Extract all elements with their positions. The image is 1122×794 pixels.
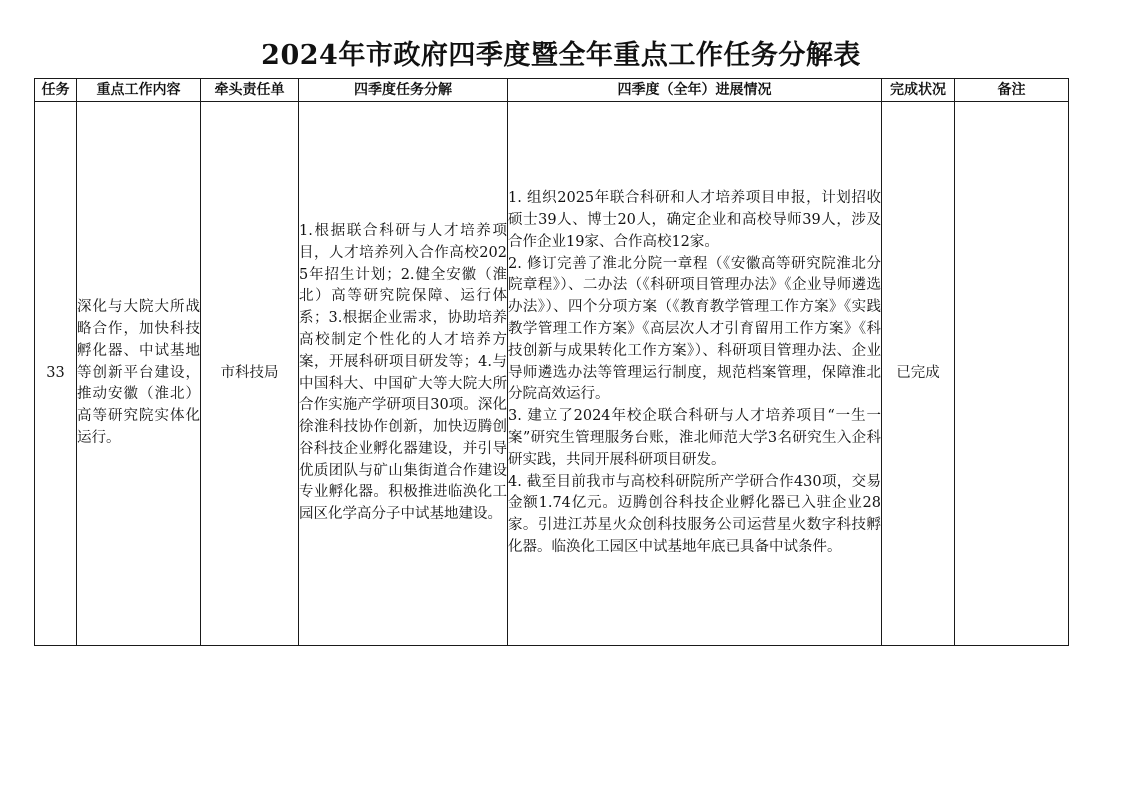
header-remarks: 备注 [955, 79, 1069, 102]
progress-cell [508, 102, 882, 646]
status-cell: 已完成 [882, 102, 955, 646]
table-body [35, 102, 1069, 646]
progress-item-1: 1. 组织2025年联合科研和人才培养项目申报，计划招收硕士39人、博士20人，确定企业和高校导师39人，涉及合作企业19家、合作高校12家。 [508, 190, 881, 250]
table-row [35, 102, 1069, 646]
progress-item-4: 4. 截至目前我市与高校科研院所产学研合作430项，交易金额1.74亿元。迈腾创谷科技企业孵化器已入驻企业28家。引进江苏星火众创科技服务公司运营星火数字科技孵化器。临涣化工园区中试基地年底已具备中试条件。 [508, 473, 881, 555]
header-key-work: 重点工作内容 [77, 79, 201, 102]
header-q4-breakdown: 四季度任务分解 [299, 79, 508, 102]
header-row [35, 79, 1069, 102]
key-work-cell: 深化与大院大所战略合作，加快科技孵化器、中试基地等创新平台建设，推动安徽（淮北）高等研究院实体化运行。 [77, 102, 201, 646]
table-header [35, 79, 1069, 102]
q4-breakdown-cell: 1.根据联合科研与人才培养项目，人才培养列入合作高校2025年招生计划；2.健全安徽（淮北）高等研究院保障、运行体系；3.根据企业需求，协助培养高校制定个性化的人才培养方案，开展科研项目研发等；4.与中国科大、中国矿大等大院大所合作实施产学研项目30项。深化徐淮科技协作创新，加快迈腾创谷科技企业孵化器建设，并引导优质团队与矿山集街道合作建设专业孵化器。积极推进临涣化工园区化学高分子中试基地建设。 [299, 102, 508, 646]
progress-item-3: 3. 建立了2024年校企联合科研与人才培养项目“一生一案”研究生管理服务台账，淮北师范大学3名研究生入企科研实践，共同开展科研项目研发。 [508, 408, 881, 468]
task-no-cell: 33 [35, 102, 77, 646]
header-status: 完成状况 [882, 79, 955, 102]
header-lead-unit: 牵头责任单 [201, 79, 299, 102]
header-progress: 四季度（全年）进展情况 [508, 79, 882, 102]
page-title: 2024年市政府四季度暨全年重点工作任务分解表 [261, 40, 861, 71]
lead-unit-cell: 市科技局 [201, 102, 299, 646]
progress-item-2: 2. 修订完善了淮北分院一章程（《安徽高等研究院淮北分院章程》）、二办法（《科研项目管理办法》《企业导师遴选办法》）、四个分项方案（《教育教学管理工作方案》《实践教学管理工作方案》《高层次人才引育留用工作方案》《科技创新与成果转化工作方案》）、科研项目管理办法、企业导师遴选办法等管理运行制度，规范档案管理，保障淮北分院高效运行。 [508, 255, 881, 403]
header-task-no: 任务 [35, 79, 77, 102]
remarks-cell [955, 102, 1069, 646]
task-table [34, 78, 1069, 646]
